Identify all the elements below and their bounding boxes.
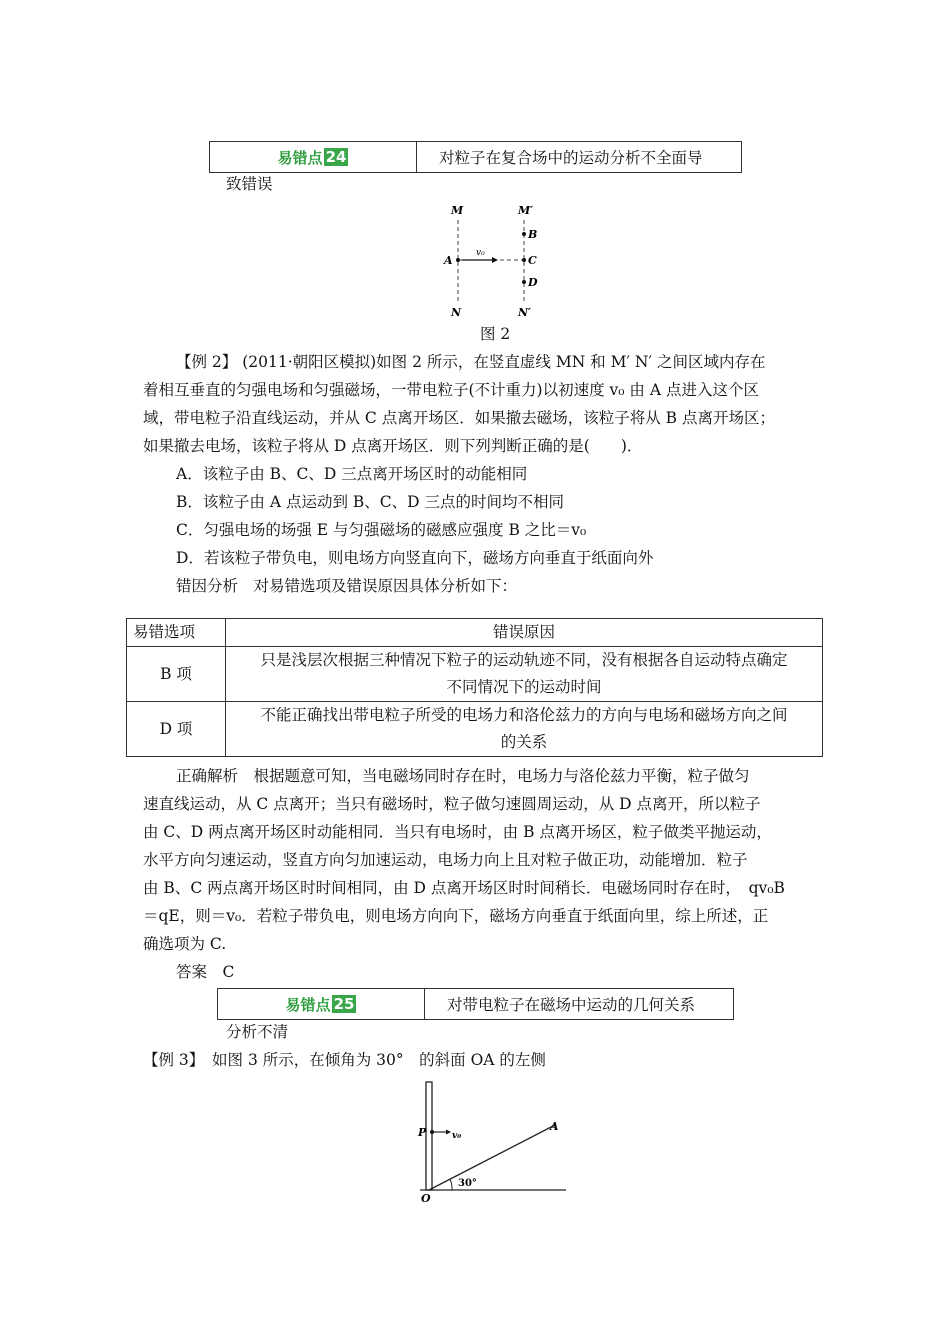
table-row	[127, 702, 823, 757]
example2-line-4: 如果撤去电场，该粒子将从 D 点离开场区．则下列判断正确的是( )．	[143, 437, 643, 455]
error-point-25-box	[217, 988, 734, 1020]
error-point-24-tag: 易错点 24	[210, 142, 417, 172]
fig2-label-Mp: M′	[518, 204, 534, 217]
error-point-25-title: 对带电粒子在磁场中运动的几何关系	[447, 996, 696, 1014]
reason-line: 不能正确找出带电粒子所受的电场力和洛伦兹力的方向与电场和磁场方向之间	[260, 706, 788, 724]
table-header-row	[127, 619, 823, 647]
example3-line-1: 【例 3】 如图 3 所示，在倾角为 30° 的斜面 OA 的左侧	[143, 1051, 546, 1069]
solution-line-7: 确选项为 C.	[143, 935, 227, 953]
option-b: B．该粒子由 A 点运动到 B、C、D 三点的时间均不相同	[176, 493, 564, 511]
solution-line-6: ＝qE，则＝v₀．若粒子带负电，则电场方向向下，磁场方向垂直于纸面向里，综上所述，正	[143, 907, 769, 925]
fig3-label-O: O	[421, 1192, 431, 1205]
fig2-label-M: M	[451, 204, 464, 217]
table-cell-option: D 项	[127, 702, 226, 757]
reason-line: 不同情况下的运动时间	[446, 678, 602, 696]
fig2-label-D: D	[528, 276, 538, 289]
fig3-label-angle: 30°	[458, 1178, 477, 1189]
example2-line-1: 【例 2】 (2011·朝阳区模拟)如图 2 所示，在竖直虚线 MN 和 M′ N′ 之间区域内存在	[176, 353, 766, 371]
option-c: C．匀强电场的场强 E 与匀强磁场的磁感应强度 B 之比＝v₀	[176, 521, 587, 539]
analysis-intro: 错因分析 对易错选项及错误原因具体分析如下：	[176, 577, 518, 595]
option-a: A．该粒子由 B、C、D 三点离开场区时的动能相同	[176, 465, 528, 483]
table-cell-reason	[226, 702, 823, 757]
solution-line-5: 由 B、C 两点离开场区时时间相同，由 D 点离开场区时时间稍长．电磁场同时存在时， qv₀B	[143, 879, 785, 897]
fig3-label-v0: v₀	[452, 1131, 462, 1141]
table-cell-reason	[226, 647, 823, 702]
reason-line: 的关系	[500, 733, 548, 751]
table-header-option: 易错选项	[127, 619, 226, 647]
answer: 答案 C	[176, 963, 235, 981]
fig2-label-C: C	[528, 254, 537, 267]
solution-line-3: 由 C、D 两点离开场区时动能相同．当只有电场时，由 B 点离开场区，粒子做类平抛运动，	[143, 823, 772, 841]
table-header-reason: 错误原因	[226, 619, 823, 647]
fig3-label-A: A	[550, 1120, 559, 1133]
fig2-label-Np: N′	[518, 306, 531, 319]
fig2-label-A: A	[444, 254, 453, 267]
error-point-24-title-cont: 致错误	[226, 175, 273, 193]
solution-line-2: 速直线运动，从 C 点离开；当只有磁场时，粒子做匀速圆周运动，从 D 点离开，所以粒子	[143, 795, 761, 813]
figure-2	[430, 198, 560, 328]
error-point-24-title: 对粒子在复合场中的运动分析不全面导	[439, 149, 703, 167]
table-cell-option: B 项	[127, 647, 226, 702]
error-point-25-tag: 易错点 25	[218, 989, 425, 1019]
solution-line-1: 正确解析 根据题意可知，当电磁场同时存在时，电场力与洛伦兹力平衡，粒子做匀	[176, 767, 750, 785]
example2-line-3: 域，带电粒子沿直线运动，并从 C 点离开场区．如果撤去磁场，该粒子将从 B 点离开场区；	[143, 409, 775, 427]
solution-line-4: 水平方向匀速运动，竖直方向匀加速运动，电场力向上且对粒子做正功，动能增加．粒子	[143, 851, 748, 869]
fig2-label-N: N	[451, 306, 462, 319]
fig3-label-P: P	[418, 1126, 427, 1139]
error-analysis-table	[126, 618, 823, 757]
figure-2-caption: 图 2	[480, 325, 511, 343]
figure-3	[410, 1080, 580, 1210]
error-point-25-title-cont: 分析不清	[226, 1023, 289, 1041]
example2-line-2: 着相互垂直的匀强电场和匀强磁场，一带电粒子(不计重力)以初速度 v₀ 由 A 点进入这个区	[143, 381, 759, 399]
error-point-24-box	[209, 141, 742, 173]
reason-line: 只是浅层次根据三种情况下粒子的运动轨迹不同，没有根据各自运动特点确定	[260, 651, 788, 669]
fig2-label-v0: v₀	[476, 248, 485, 258]
table-row	[127, 647, 823, 702]
fig2-label-B: B	[528, 228, 538, 241]
option-d: D．若该粒子带负电，则电场方向竖直向下，磁场方向垂直于纸面向外	[176, 549, 654, 567]
